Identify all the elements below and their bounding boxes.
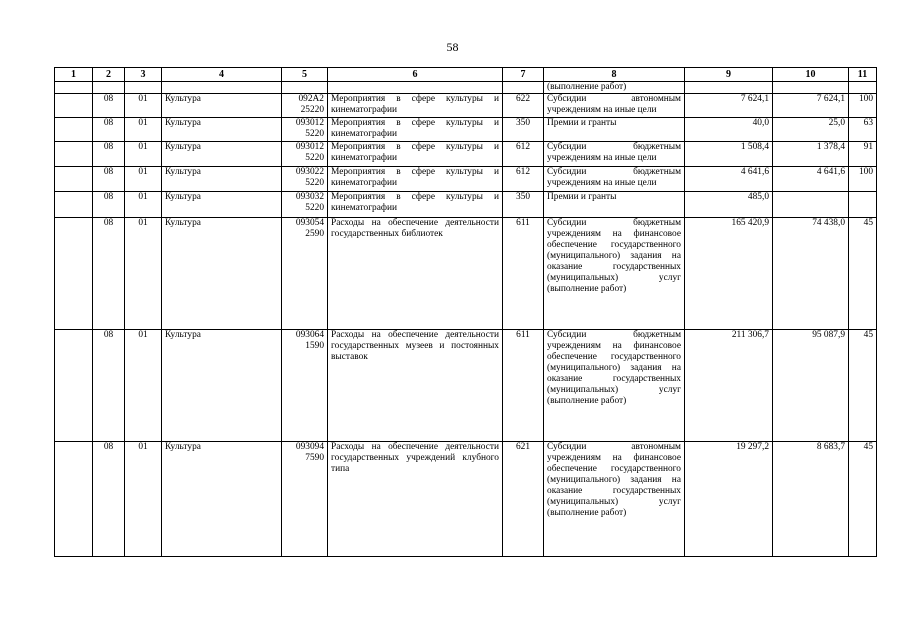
cell-expense-name: Субсидии бюджетным учреждениям на иные цели bbox=[544, 142, 685, 167]
cell-percent: 100 bbox=[849, 167, 877, 192]
cell-subsection: 01 bbox=[125, 330, 162, 442]
cell-section: 08 bbox=[93, 167, 125, 192]
cell-expense-name: Субсидии автономным учреждениям на финансовое обеспечение государственного (муниципального) задания на оказание государственных (муниципальных) услуг (выполнение работ) bbox=[544, 442, 685, 557]
table-row bbox=[55, 192, 877, 218]
cell-expense-type: 612 bbox=[503, 142, 544, 167]
table-row bbox=[55, 118, 877, 142]
cell-target-code bbox=[282, 167, 328, 192]
cell-expense-type: 621 bbox=[503, 442, 544, 557]
cell-target-code bbox=[282, 118, 328, 142]
cell-subsection: 01 bbox=[125, 192, 162, 218]
cell-percent: 45 bbox=[849, 218, 877, 330]
target-code-line: 093012 bbox=[295, 118, 324, 128]
budget-table bbox=[54, 67, 877, 557]
target-code-line: 1590 bbox=[305, 341, 324, 351]
target-code-line: 5220 bbox=[305, 203, 324, 213]
cell-subsection: 01 bbox=[125, 218, 162, 330]
cell-plan: 4 641,6 bbox=[685, 167, 773, 192]
cell-subsection: 01 bbox=[125, 142, 162, 167]
cell-num bbox=[55, 94, 93, 118]
cell-actual: 25,0 bbox=[773, 118, 849, 142]
target-code-line: 093054 bbox=[295, 218, 324, 228]
cell-target-name: Расходы на обеспечение деятельности государственных музеев и постоянных выставок bbox=[328, 330, 503, 442]
cell-num bbox=[55, 167, 93, 192]
cell-num bbox=[55, 118, 93, 142]
cell-num bbox=[55, 142, 93, 167]
cell-section-name: Культура bbox=[162, 167, 282, 192]
col-header-4: 4 bbox=[162, 68, 282, 82]
cell-num bbox=[55, 330, 93, 442]
cell-expense-type: 612 bbox=[503, 167, 544, 192]
cell-section: 08 bbox=[93, 192, 125, 218]
cell-target-code bbox=[282, 330, 328, 442]
cell-subsection: 01 bbox=[125, 167, 162, 192]
cell-expense-type: 611 bbox=[503, 330, 544, 442]
cell-actual: 4 641,6 bbox=[773, 167, 849, 192]
target-code-line: 093094 bbox=[295, 442, 324, 452]
cell-expense-name: Субсидии автономным учреждениям на иные цели bbox=[544, 94, 685, 118]
cell-target-name: Мероприятия в сфере культуры и кинематографии bbox=[328, 167, 503, 192]
cell-actual: 7 624,1 bbox=[773, 94, 849, 118]
cell-expense-name: Субсидии бюджетным учреждениям на иные цели bbox=[544, 167, 685, 192]
cell-section-name: Культура bbox=[162, 142, 282, 167]
cell-expense-type: 350 bbox=[503, 192, 544, 218]
table-row bbox=[55, 218, 877, 330]
target-code-line: 092А2 bbox=[298, 94, 324, 104]
cell-plan: 19 297,2 bbox=[685, 442, 773, 557]
table-row bbox=[55, 142, 877, 167]
cell-percent: 91 bbox=[849, 142, 877, 167]
cell-target-name: Мероприятия в сфере культуры и кинематографии bbox=[328, 192, 503, 218]
cell-actual: 1 378,4 bbox=[773, 142, 849, 167]
target-code-line: 25220 bbox=[300, 105, 324, 115]
col-header-9: 9 bbox=[685, 68, 773, 82]
col-header-10: 10 bbox=[773, 68, 849, 82]
cell-actual: 74 438,0 bbox=[773, 218, 849, 330]
cell-section-name: Культура bbox=[162, 94, 282, 118]
cell-section: 08 bbox=[93, 142, 125, 167]
cell-section: 08 bbox=[93, 94, 125, 118]
cell-plan: 1 508,4 bbox=[685, 142, 773, 167]
table-row bbox=[55, 442, 877, 557]
cell-plan: 165 420,9 bbox=[685, 218, 773, 330]
target-code-line: 5220 bbox=[305, 129, 324, 139]
target-code-line: 093064 bbox=[295, 330, 324, 340]
cell-expense-type: 611 bbox=[503, 218, 544, 330]
target-code-line: 093032 bbox=[295, 192, 324, 202]
cell-plan: 211 306,7 bbox=[685, 330, 773, 442]
cell-target-code bbox=[282, 218, 328, 330]
cell-section-name: Культура bbox=[162, 218, 282, 330]
cell-subsection: 01 bbox=[125, 94, 162, 118]
cell-section: 08 bbox=[93, 218, 125, 330]
continuation-text: (выполнение работ) bbox=[544, 82, 685, 94]
col-header-2: 2 bbox=[93, 68, 125, 82]
cell-percent: 63 bbox=[849, 118, 877, 142]
cell-expense-name: Субсидии бюджетным учреждениям на финансовое обеспечение государственного (муниципального) задания на оказание государственных (муниципальных) услуг (выполнение работ) bbox=[544, 330, 685, 442]
cell-actual: 8 683,7 bbox=[773, 442, 849, 557]
cell-target-name: Мероприятия в сфере культуры и кинематографии bbox=[328, 118, 503, 142]
col-header-6: 6 bbox=[328, 68, 503, 82]
target-code-line: 5220 bbox=[305, 178, 324, 188]
cell-percent: 45 bbox=[849, 330, 877, 442]
target-code-line: 093022 bbox=[295, 167, 324, 177]
cell-num bbox=[55, 192, 93, 218]
cell-subsection: 01 bbox=[125, 442, 162, 557]
cell-section-name: Культура bbox=[162, 442, 282, 557]
target-code-line: 093012 bbox=[295, 142, 324, 152]
cell-target-code bbox=[282, 442, 328, 557]
cell-target-name: Расходы на обеспечение деятельности государственных учреждений клубного типа bbox=[328, 442, 503, 557]
cell-actual: 95 087,9 bbox=[773, 330, 849, 442]
cell-plan: 7 624,1 bbox=[685, 94, 773, 118]
cell-target-name: Расходы на обеспечение деятельности государственных библиотек bbox=[328, 218, 503, 330]
col-header-1: 1 bbox=[55, 68, 93, 82]
cell-target-code bbox=[282, 192, 328, 218]
col-header-11: 11 bbox=[849, 68, 877, 82]
cell-actual bbox=[773, 192, 849, 218]
col-header-7: 7 bbox=[503, 68, 544, 82]
cell-target-code bbox=[282, 94, 328, 118]
table-row bbox=[55, 330, 877, 442]
table-row bbox=[55, 167, 877, 192]
cell-target-name: Мероприятия в сфере культуры и кинематографии bbox=[328, 142, 503, 167]
cell-percent: 45 bbox=[849, 442, 877, 557]
cell-section-name: Культура bbox=[162, 330, 282, 442]
cell-expense-type: 350 bbox=[503, 118, 544, 142]
cell-expense-name: Премии и гранты bbox=[544, 118, 685, 142]
page-number: 58 bbox=[446, 40, 459, 54]
continuation-row bbox=[55, 82, 877, 94]
cell-percent: 100 bbox=[849, 94, 877, 118]
cell-target-name: Мероприятия в сфере культуры и кинематографии bbox=[328, 94, 503, 118]
cell-percent bbox=[849, 192, 877, 218]
cell-expense-name: Субсидии бюджетным учреждениям на финансовое обеспечение государственного (муниципального) задания на оказание государственных (муниципальных) услуг (выполнение работ) bbox=[544, 218, 685, 330]
cell-expense-name: Премии и гранты bbox=[544, 192, 685, 218]
cell-subsection: 01 bbox=[125, 118, 162, 142]
cell-section-name: Культура bbox=[162, 192, 282, 218]
col-header-5: 5 bbox=[282, 68, 328, 82]
cell-plan: 40,0 bbox=[685, 118, 773, 142]
cell-target-code bbox=[282, 142, 328, 167]
cell-section: 08 bbox=[93, 442, 125, 557]
cell-section: 08 bbox=[93, 118, 125, 142]
cell-plan: 485,0 bbox=[685, 192, 773, 218]
cell-num bbox=[55, 442, 93, 557]
target-code-line: 5220 bbox=[305, 153, 324, 163]
table-row bbox=[55, 94, 877, 118]
target-code-line: 7590 bbox=[305, 453, 324, 463]
cell-section-name: Культура bbox=[162, 118, 282, 142]
cell-num bbox=[55, 218, 93, 330]
column-number-row bbox=[55, 68, 877, 82]
col-header-3: 3 bbox=[125, 68, 162, 82]
col-header-8: 8 bbox=[544, 68, 685, 82]
cell-expense-type: 622 bbox=[503, 94, 544, 118]
cell-section: 08 bbox=[93, 330, 125, 442]
target-code-line: 2590 bbox=[305, 229, 324, 239]
